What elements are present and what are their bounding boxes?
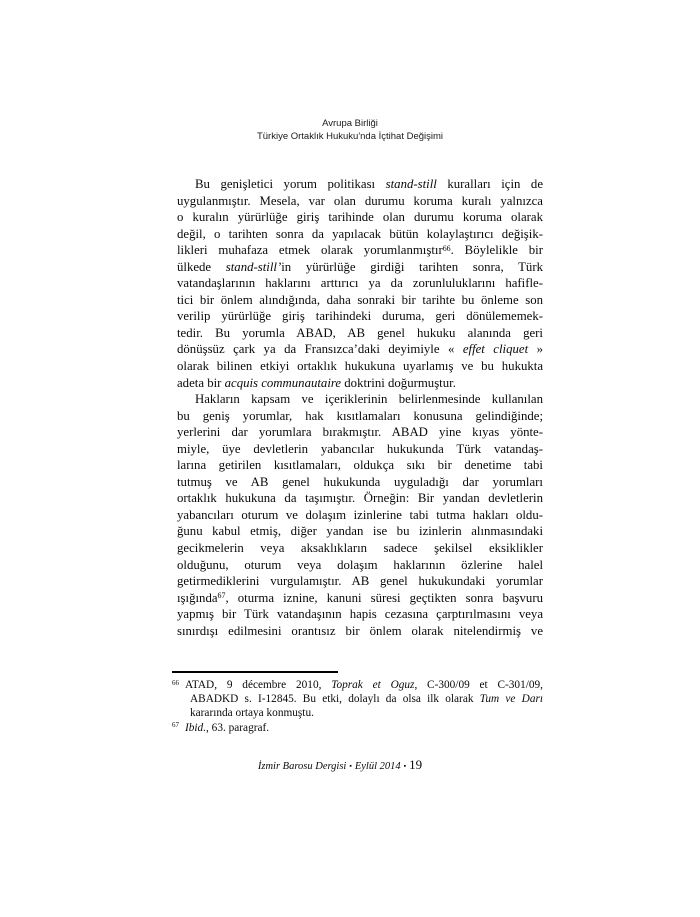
footnote-marker: 67	[172, 721, 179, 730]
issue-date: Eylül 2014	[354, 761, 401, 772]
text-run: olduğunu, oturum veya dolaşım haklarının özlerine halel	[177, 557, 543, 572]
footnote-line	[172, 721, 543, 735]
text-line	[177, 292, 543, 309]
text-line	[177, 507, 543, 524]
text-line	[177, 226, 543, 243]
body-text	[177, 176, 543, 639]
text-run: miyle, üye devletlerin yabancılar hukukunda Türk vatandaş-	[177, 441, 543, 456]
text-line	[177, 408, 543, 425]
text-line	[177, 275, 543, 292]
text-run: yerlerini dar yorumlara bırakmıştır. ABAD yine kıyas yönte-	[177, 425, 543, 440]
text-run: gecikmelerin veya aksaklıkların sadece şekilsel eksiklikler	[177, 541, 543, 556]
footer-bullet-icon: ▪	[349, 762, 352, 770]
footnote-separator	[172, 671, 338, 673]
text-line	[177, 308, 543, 325]
text-run: ülkede	[177, 259, 226, 274]
text-line	[177, 606, 543, 623]
text-run: yapmış bir Türk vatandaşının hapis cezasına çarptırılmasını veya	[177, 607, 543, 622]
text-run: kuralları için de	[436, 177, 543, 191]
text-run: vatandaşlarının haklarını arttırıcı ya da zorunluluklarını hafifle-	[177, 276, 543, 291]
header-line-2: Türkiye Ortaklık Hukuku'nda İçtihat Değişimi	[256, 131, 444, 142]
page-number: 19	[409, 757, 423, 772]
text-run: değil, o tarihten sonra da yapılacak bütün kolaylaştırıcı değişik-	[177, 226, 543, 241]
text-line	[177, 209, 543, 226]
text-line	[177, 441, 543, 458]
footnote-marker: 66	[172, 678, 179, 687]
text-run: Hakların kapsam ve içeriklerinin belirlenmesinde kullanılan	[195, 392, 543, 407]
text-line	[177, 557, 543, 574]
text-run: »	[528, 342, 543, 357]
text-line	[177, 523, 543, 540]
text-run: , oturma iznine, kanuni süresi geçtikten sonra başvuru	[225, 590, 543, 605]
text-run: ğunu kabul etmiş, diğer yandan ise bu izinlerin alınmasındaki	[177, 524, 543, 539]
italic-text-run: acquis communautaire	[224, 375, 342, 390]
text-line	[177, 490, 543, 507]
italic-text-run: Ibid.	[185, 721, 207, 734]
text-run: bu geniş yorumlar, hak kısıtlamaları konusuna gelindiğinde;	[177, 408, 543, 423]
text-run: adeta bir	[177, 375, 225, 390]
italic-text-run: Toprak et Oguz	[331, 679, 415, 691]
text-run: sınırdışı edilmesini orantısız bir önlem olarak nitelendirmiş ve	[177, 623, 543, 638]
text-run: in yürürlüğe girdiği tarihten sonra, Türk	[281, 259, 543, 274]
text-run: tutmuş ve AB genel hukukunda uyguladığı dar yorumları	[177, 474, 543, 489]
text-line	[177, 457, 543, 474]
text-run: getirmediklerini vurgulamıştır. AB genel hukukundaki yorumlar	[177, 574, 543, 589]
text-run: ABADKD s. I-12845. Bu etki, dolaylı da olsa ilk olarak	[190, 693, 480, 706]
text-line	[177, 474, 543, 491]
text-run: . Böylelikle bir	[450, 243, 543, 258]
footnote-line	[172, 678, 543, 692]
text-line	[177, 358, 543, 375]
text-line	[177, 176, 543, 193]
footnote-reference: 67	[217, 591, 226, 601]
text-line	[177, 242, 543, 259]
text-run: , C-300/09 et C-301/09,	[414, 679, 543, 691]
text-run: olarak bilinen etkiyi ortaklık hukukuna uyarlamış ve bu hukukta	[177, 359, 543, 374]
text-run: kararında ortaya konmuştu.	[190, 707, 314, 720]
text-line	[177, 623, 543, 640]
text-line	[177, 391, 543, 408]
text-line	[177, 325, 543, 342]
text-run: verilip yürürlüğe giriş tarihindeki duruma, geri dönülememek-	[177, 309, 543, 324]
footnote-line	[172, 692, 543, 706]
text-line	[177, 193, 543, 210]
text-run: tici bir önlem alındığında, daha sonraki bir tarihte bu önleme son	[177, 292, 543, 307]
text-run: , 63. paragraf.	[206, 721, 270, 734]
text-run: dönüşsüz çark ya da Fransızca’daki deyimiyle «	[177, 342, 463, 357]
italic-text-run: stand-still’	[225, 259, 282, 274]
text-line	[177, 259, 543, 276]
italic-text-run: Tum ve Darı	[479, 693, 544, 706]
footnote-line	[172, 706, 543, 720]
text-run: uygulanmıştır. Mesela, var olan durumu koruma kuralı yalnızca	[177, 193, 543, 208]
italic-text-run: stand-still	[385, 177, 437, 191]
text-run: likleri muhafaza etmek olarak yorumlanmıştır	[177, 243, 443, 258]
italic-text-run: effet cliquet	[462, 342, 529, 357]
text-line	[177, 375, 543, 392]
text-run: o kuralın yürürlüğe giriş tarihinde olan durumu koruma olarak	[177, 210, 543, 225]
footnotes	[172, 678, 543, 735]
text-run: doktrini doğurmuştur.	[341, 375, 456, 390]
text-line	[177, 573, 543, 590]
journal-name: İzmir Barosu Dergisi	[257, 761, 347, 772]
page-footer	[140, 757, 540, 773]
footnote-reference: 66	[442, 243, 451, 253]
text-run: ortaklık hukukuna da taşımıştır. Örneğin: Bir yandan devletlerin	[177, 491, 543, 506]
text-run: tedir. Bu yorumla ABAD, AB genel hukuku alanında geri	[177, 325, 543, 340]
text-run: larına getirilen kısıtlamaları, oldukça sıkı bir denetime tabi	[177, 458, 543, 473]
running-header	[0, 117, 700, 143]
text-line	[177, 424, 543, 441]
text-run: ışığında	[177, 590, 218, 605]
text-line	[177, 590, 543, 607]
text-run: ATAD, 9 décembre 2010,	[185, 679, 332, 691]
text-line	[177, 540, 543, 557]
text-line	[177, 341, 543, 358]
text-run: yabancıları oturum ve dolaşım izinlerine tabi tutma hakları oldu-	[177, 507, 543, 522]
header-line-1: Avrupa Birliği	[322, 118, 378, 129]
text-run: Bu genişletici yorum politikası	[195, 177, 386, 191]
footer-bullet-icon: ▪	[403, 762, 407, 770]
